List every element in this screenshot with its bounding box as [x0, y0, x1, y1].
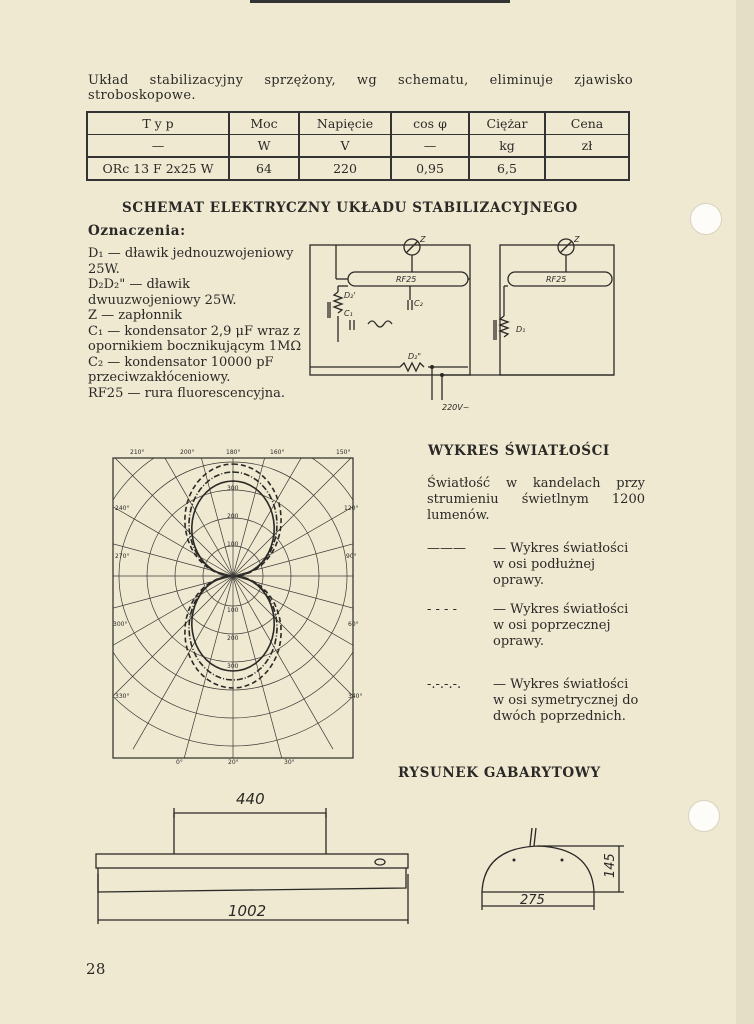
legend-item-rf25: RF25 — rura fluorescencyjna. [88, 385, 286, 401]
light-chart-title: WYKRES ŚWIATŁOŚCI [428, 443, 610, 459]
grid-spoke [233, 383, 285, 576]
table-header-cell: Cena [545, 112, 629, 135]
top-edge-mark [250, 0, 510, 3]
angle-label: 210° [130, 449, 145, 456]
angle-label: 60° [348, 621, 359, 628]
grid-spoke [233, 576, 426, 628]
angle-label: 300° [113, 621, 128, 628]
polar-light-chart [108, 446, 363, 766]
page-edge [736, 0, 754, 1024]
table-cell: 64 [229, 157, 299, 180]
table-row [87, 157, 629, 180]
mount-spacing-label: 440 [236, 790, 265, 808]
d1-label: D₁ [516, 325, 526, 334]
legend-title: Oznaczenia: [88, 223, 186, 239]
table-unit-row [87, 135, 629, 158]
grid-spoke [133, 576, 233, 749]
table-header-cell: cos φ [391, 112, 469, 135]
angle-label: 200° [180, 449, 195, 456]
table-unit-cell: kg [469, 135, 545, 158]
legend-symbol: - - - - [427, 602, 457, 617]
table-header-cell: Ciężar [469, 112, 545, 135]
height-label: 145 [603, 853, 618, 878]
luminaire-end-view [474, 826, 634, 916]
angle-label: 150° [336, 449, 351, 456]
angle-label: 30° [284, 759, 295, 766]
dimension-title: RYSUNEK GABARYTOWY [398, 765, 601, 781]
chart-legend-solid [427, 541, 645, 589]
choke-d2a-symbol [334, 292, 342, 313]
radial-label: 200 [227, 635, 239, 642]
angle-label: 270° [115, 553, 130, 560]
choke-d2b-symbol [400, 363, 424, 371]
component-legend [88, 246, 303, 401]
binder-hole-top [690, 203, 722, 235]
radial-label: 300 [227, 663, 239, 670]
polar-grid [33, 376, 433, 776]
legend-symbol: -.-.-.-. [427, 677, 462, 692]
starter-right-label: Z [574, 235, 580, 244]
c1-label: C₁ [344, 309, 353, 318]
chart-legend-dashdot [427, 677, 645, 725]
tube-left-label: RF25 [396, 275, 417, 284]
legend-item-z: Z — zapłonnik [88, 308, 183, 323]
grid-spoke [40, 576, 233, 628]
luminaire-side-view [90, 782, 420, 942]
angle-label: 160° [270, 449, 285, 456]
legend-label: — Wykres światłości w osi podłużnej oprawy. [493, 541, 629, 588]
table-unit-cell: W [229, 135, 299, 158]
grid-spoke [233, 403, 333, 576]
c2-label: C₂ [414, 299, 423, 308]
table-cell [545, 157, 629, 180]
legend-item-c2: C₂ — kondensator 10000 pF przeciwzakłóceniowy. [88, 354, 274, 385]
grid-spoke [233, 524, 426, 576]
starter-left-label: Z [420, 235, 426, 244]
table-header-cell: Moc [229, 112, 299, 135]
d2a-label: D₂' [344, 291, 356, 300]
schematic-title: SCHEMAT ELEKTRYCZNY UKŁADU STABILIZACYJNEGO [122, 200, 578, 216]
angle-label: 240° [115, 505, 130, 512]
intro-paragraph: Układ stabilizacyjny sprzężony, wg schematu, eliminuje zjawisko stroboskopowe. [88, 73, 633, 103]
table-cell: ORc 13 F 2x25 W [87, 157, 229, 180]
table-cell: 220 [299, 157, 391, 180]
angle-label: 340° [348, 693, 363, 700]
legend-symbol: ——— [427, 541, 466, 556]
grid-spoke [133, 403, 233, 576]
width-label: 275 [520, 893, 545, 908]
page-number: 28 [86, 960, 106, 978]
electrical-schematic [308, 232, 628, 412]
length-label: 1002 [228, 902, 267, 920]
legend-item-d2: D₂D₂" — dławik dwuuzwojeniowy 25W. [88, 277, 237, 308]
table-unit-cell: — [87, 135, 229, 158]
table-unit-cell: zł [545, 135, 629, 158]
grid-spoke [181, 383, 233, 576]
table-header-row [87, 112, 629, 135]
table-header-cell: Napięcie [299, 112, 391, 135]
grid-spoke [40, 524, 233, 576]
table-unit-cell: V [299, 135, 391, 158]
light-chart-description: Światłość w kandelach przy strumieniu świetlnym 1200 lumenów. [427, 476, 645, 523]
legend-item-d1: D₁ — dławik jednouzwojeniowy 25W. [88, 246, 294, 277]
tube-right-label: RF25 [546, 275, 567, 284]
end-view-profile [482, 846, 594, 892]
table-header-cell: T y p [87, 112, 229, 135]
legend-label: — Wykres światłości w osi symetrycznej do dwóch poprzednich. [493, 677, 639, 724]
table-cell: 0,95 [391, 157, 469, 180]
luminaire-housing-body [98, 868, 406, 892]
radial-label: 200 [227, 513, 239, 520]
grid-spoke [181, 576, 233, 769]
d2b-label: D₂" [408, 352, 422, 361]
luminaire-housing-top [96, 854, 408, 868]
left-circuit-frame [310, 245, 470, 375]
grid-spoke [233, 576, 285, 769]
grid-spoke [233, 576, 333, 749]
radial-label: 100 [227, 541, 239, 548]
right-circuit-frame [500, 245, 614, 375]
angle-label: 20° [228, 759, 239, 766]
choke-d1-symbol [500, 316, 508, 337]
radial-label: 300 [227, 485, 239, 492]
angle-label: 0° [176, 759, 183, 766]
angle-label: 180° [226, 449, 241, 456]
spec-table [86, 111, 630, 181]
table-unit-cell: — [391, 135, 469, 158]
binder-hole-bottom [688, 800, 720, 832]
chart-legend-dashed [427, 602, 645, 650]
angle-label: 120° [344, 505, 359, 512]
legend-label: — Wykres światłości w osi poprzecznej oprawy. [493, 602, 629, 649]
radial-label: 100 [227, 607, 239, 614]
angle-label: 90° [346, 553, 357, 560]
table-cell: 6,5 [469, 157, 545, 180]
c1-resistor-symbol [368, 321, 392, 327]
angle-label: 330° [115, 693, 130, 700]
mains-label: 220V~ [442, 403, 470, 412]
legend-item-c1: C₁ — kondensator 2,9 μF wraz z opornikiem bocznikującym 1MΩ [88, 323, 302, 354]
